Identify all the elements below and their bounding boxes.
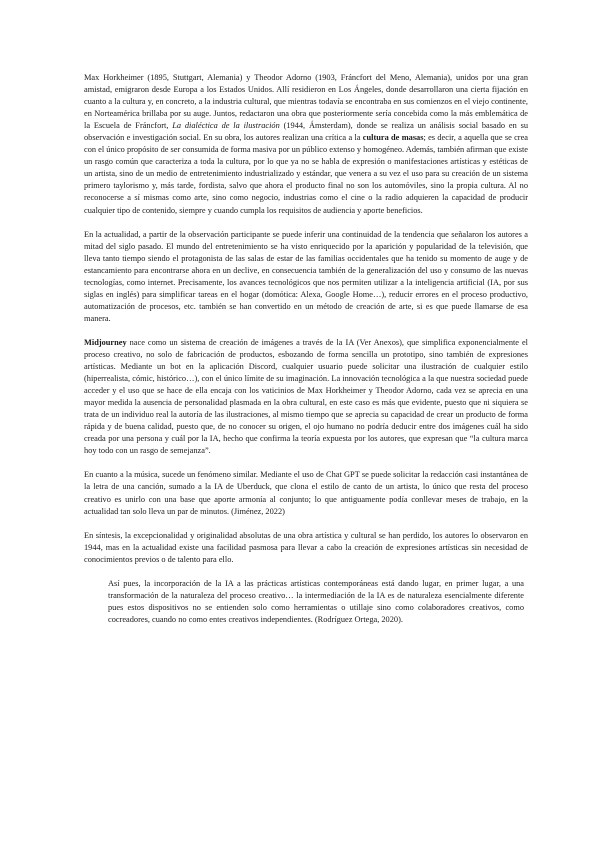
block-quote: Así pues, la incorporación de la IA a las prácticas artísticas contemporáneas está dando lugar, en primer lugar, a una transformación de la naturaleza del proceso creativo… la intermediación de la IA es de naturaleza esencialmente diferente pues estos dispositivos no se entienden solo como herramientas o utillaje sino como colaboradores creativos, como cocreadores, cuando no como entes creativos independientes. (Rodríguez Ortega, 2020). — [108, 578, 524, 624]
paragraph-text: (1944, Ámsterdam), donde se realiza un análisis social basado en su observación e investigación social. En su obra, los autores realizan una crítica a la — [84, 121, 528, 143]
paragraph-text: nace como un sistema de creación de imágenes a través de la IA (Ver Anexos), que simplifica exponencialmente el proceso creativo, no solo de fabricación de productos, esbozando de forma sencilla un prototipo, sino también de expresiones artísticas. Mediante un bot en la aplicación Discord, cualquier usuario puede solicitar una ilustración de cualquier estilo (hiperrealista, cómic, histórico…), con el único límite de su imaginación. La innovación tecnológica a la que nuestra sociedad puede acceder y el uso que se hace de ella encaja con los vaticinios de Max Horkheimer y Theodor Adorno, cada vez se aprecia en una mayor medida la ausencia de personalidad plasmada en la obra cultural, en este caso es más que evidente, puesto que ni siquiera se trata de un individuo real la autoría de las ilustraciones, al mismo tiempo que se aprecia su capacidad de crear un producto de forma rápida y de buena calidad, puesto que, de no conocer su origen, el ojo humano no podría deducir entre dos imágenes cuál ha sido creada por una persona y cuál por la IA, hecho que confirma la teoría expuesta por los autores, que expresan que “la cultura marca hoy todo con un rasgo de semejanza”. — [84, 337, 528, 456]
paragraph-horkheimer-adorno — [84, 72, 528, 217]
paragraph-sintesis: En síntesis, la excepcionalidad y originalidad absolutas de una obra artística y cultural se han perdido, los autores lo observaron en 1944, mas en la actualidad existe una facilidad pasmosa para llevar a cabo la creación de expresiones artísticas sin necesidad de conocimientos previos o de talento para ello. — [84, 530, 528, 564]
paragraph-midjourney — [84, 337, 528, 457]
bold-term: cultura de masas — [362, 133, 424, 143]
document-body — [84, 72, 528, 626]
paragraph-text: Max Horkheimer (1895, Stuttgart, Alemania) y Theodor Adorno (1903, Fráncfort del Meno, Alemania), unidos por una gran amistad, emigraron desde Europa a los Estados Unidos. Allí residieron en Los Ángeles, donde desarrollaron una cierta fijación en cuanto a la cultura y, en concreto, a la industria cultural, que mientras todavía se encontraba en sus comienzos en el viejo continente, en Norteamérica brillaba por su auge. Juntos, redactaron una obra que posteriormente sería concebida como la más emblemática de la Escuela de Fráncfort, — [84, 73, 528, 131]
bold-term: Midjourney — [84, 337, 127, 347]
book-title: La dialéctica de la ilustración — [172, 121, 280, 131]
paragraph-actualidad: En la actualidad, a partir de la observación participante se puede inferir una continuidad de la tendencia que señalaron los autores a mitad del siglo pasado. El mundo del entretenimiento se ha visto enriquecido por la aparición y popularidad de la televisión, que lleva tanto tiempo siendo el protagonista de las salas de estar de las familias occidentales que ha tenido su momento de auge y de estancamiento para encontrarse ahora en un declive, en consecuencia también de la generalización del uso y consumo de las nuevas tecnologías, como internet. Precisamente, los avances tecnológicos que nos permiten utilizar a la inteligencia artificial (IA, por sus siglas en inglés) para simplificar tareas en el hogar (domótica: Alexa, Google Home…), reducir errores en el proceso productivo, automatización de procesos, etc. también se han convertido en un método de creación de arte, si es que puede llamarse de esa manera. — [84, 229, 528, 323]
paragraph-text: ; es decir, a aquella que se crea con el único propósito de ser consumida de forma masiva por un público extenso y homogéneo. Además, también afirman que existe un rasgo común que caracteriza a toda la cultura, por lo que ya no se habla de expresión o manifestaciones artísticas y estéticas de un artista, sino de un medio de entretenimiento industrializado y estándar, que venera a su vez el uso para su creación de un sistema primero taylorismo y, más tarde, fordista, salvo que ahora el producto final no son los automóviles, sino la propia cultura. Al no reconocerse a sí mismas como arte, sino como negocio, industrias como el cine o la radio adquieren la capacidad de producir cualquier tipo de contenido, siempre y cuando cumpla los requisitos de audiencia y aporte beneficios. — [84, 133, 528, 215]
paragraph-musica: En cuanto a la música, sucede un fenómeno similar. Mediante el uso de Chat GPT se puede solicitar la redacción casi instantánea de la letra de una canción, sumado a la IA de Uberduck, que clona el estilo de canto de un artista, lo único que resta del proceso creativo es unirlo con una base que aporte armonía al conjunto; lo que antiguamente podía conllevar meses de trabajo, en la actualidad tan solo lleva un par de minutos. (Jiménez, 2022) — [84, 470, 528, 516]
